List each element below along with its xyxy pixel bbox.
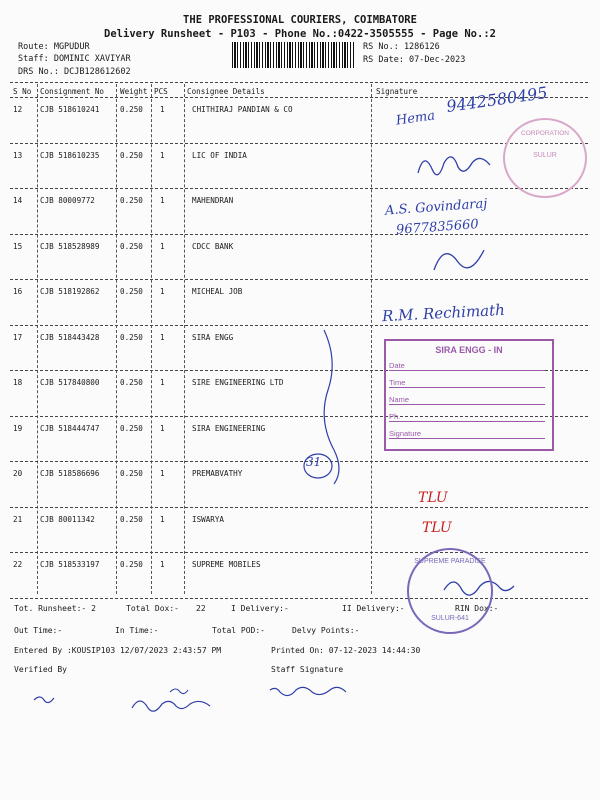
row-sno: 22 — [13, 560, 23, 569]
row-weight: 0.250 — [120, 469, 143, 478]
row-consignment-no: CJB 80009772 — [40, 196, 95, 205]
row-pcs: 1 — [160, 241, 165, 251]
row-sno: 14 — [13, 196, 23, 205]
printed-on: Printed On: 07-12-2023 14:44:30 — [271, 646, 421, 655]
row-consignee: PREMABVATHY — [192, 469, 243, 478]
row-separator — [10, 325, 588, 326]
row-weight: 0.250 — [120, 287, 143, 296]
sig14-phone: 9677835660 — [395, 217, 480, 238]
row-sno: 18 — [13, 378, 23, 387]
staff-signature-label: Staff Signature — [271, 665, 344, 674]
sig12-phone: 9442580495 — [445, 83, 549, 116]
footer-signatures — [20, 680, 360, 720]
sig13-signature — [412, 145, 502, 190]
tot-runsheet: Tot. Runsheet:- 2 — [14, 604, 96, 613]
row-separator — [10, 461, 588, 462]
sig17-circle-number: 31 — [306, 455, 322, 469]
barcode — [232, 42, 354, 68]
row-consignee: SIRE ENGINEERING LTD — [192, 378, 284, 387]
lic-stamp-text: CORPORATION — [521, 130, 569, 137]
row-sno: 20 — [13, 469, 23, 478]
row-pcs: 1 — [160, 150, 165, 160]
rs-number: RS No.: 1286126 — [363, 42, 440, 52]
col-weight: Weight — [120, 87, 148, 96]
row-pcs: 1 — [160, 560, 165, 569]
row-weight: 0.250 — [120, 332, 143, 342]
lic-stamp-city: SULUR — [533, 152, 557, 159]
row-sno: 16 — [13, 287, 23, 296]
supreme-stamp-text: SUPREME PARADISE — [414, 558, 486, 565]
row-pcs: 1 — [160, 423, 165, 433]
row-weight: 0.250 — [120, 423, 143, 433]
row-sno: 19 — [13, 423, 23, 433]
row-consignee: SUPREME MOBILES — [192, 560, 261, 569]
sira-stamp-title: SIRA ENGG - IN — [435, 345, 503, 355]
row-pcs: 1 — [160, 105, 165, 114]
lic-stamp — [503, 118, 587, 198]
row-consignment-no: CJB 80011342 — [40, 514, 95, 524]
sig20-mark: TLU — [418, 490, 448, 506]
row-separator — [10, 234, 588, 235]
sira-stamp-field: Signature — [389, 429, 545, 439]
ii-delivery: II Delivery:- — [342, 604, 405, 613]
row-weight: 0.250 — [120, 241, 143, 251]
delvy-points: Delvy Points:- — [292, 626, 360, 635]
row-pcs: 1 — [160, 287, 165, 296]
entered-by: Entered By :KOUSIP103 12/07/2023 2:43:57 PM — [14, 646, 222, 655]
route-label: Route: MGPUDUR — [18, 42, 90, 52]
row-weight: 0.250 — [120, 560, 143, 569]
row-sno: 21 — [13, 514, 23, 524]
total-dox-value: 22 — [196, 604, 206, 613]
sig21-mark: TLU — [422, 520, 452, 536]
row-weight: 0.250 — [120, 378, 143, 387]
sig12-name: Hema — [395, 108, 436, 129]
row-consignment-no: CJB 518586696 — [40, 469, 100, 478]
sig14-name: A.S. Govindaraj — [384, 196, 488, 219]
in-time: In Time:- — [115, 626, 159, 635]
out-time: Out Time:- — [14, 626, 63, 635]
sig17-scribble — [300, 320, 370, 490]
row-weight: 0.250 — [120, 514, 143, 524]
row-consignee: MAHENDRAN — [192, 196, 234, 205]
row-consignment-no: CJB 518533197 — [40, 560, 100, 569]
col-sno: S No — [13, 87, 32, 96]
sira-stamp-field: Time — [389, 378, 545, 388]
total-pod: Total POD:- — [212, 626, 265, 635]
row-separator — [10, 552, 588, 553]
rs-date: RS Date: 07-Dec-2023 — [363, 55, 466, 65]
table-top-rule — [10, 82, 588, 83]
row-consignment-no: CJB 518192862 — [40, 287, 100, 296]
row-consignee: MICHEAL JOB — [192, 287, 243, 296]
row-weight: 0.250 — [120, 150, 143, 160]
i-delivery: I Delivery:- — [231, 604, 289, 613]
row-sno: 12 — [13, 105, 23, 114]
staff-label: Staff: DOMINIC XAVIYAR — [18, 54, 131, 64]
company-title: THE PROFESSIONAL COURIERS, COIMBATORE — [183, 14, 417, 26]
row-pcs: 1 — [160, 514, 165, 524]
rin-dox: RIN Dox:- — [455, 604, 499, 613]
sira-engg-stamp — [384, 339, 554, 451]
row-consignment-no: CJB 518443428 — [40, 332, 100, 342]
row-separator — [10, 279, 588, 280]
row-sno: 17 — [13, 332, 23, 342]
sira-stamp-field: Ph. — [389, 412, 545, 422]
row-pcs: 1 — [160, 332, 165, 342]
sira-stamp-field: Date — [389, 361, 545, 371]
row-consignment-no: CJB 517840800 — [40, 378, 100, 387]
row-sno: 13 — [13, 150, 23, 160]
row-consignment-no: CJB 518610241 — [40, 105, 100, 114]
col-consignment: Consignment No — [40, 87, 105, 96]
row-pcs: 1 — [160, 196, 165, 205]
sig15-signature — [430, 240, 490, 280]
total-dox-label: Total Dox:- — [126, 604, 179, 613]
sira-stamp-field: Name — [389, 395, 545, 405]
row-consignment-no: CJB 518528989 — [40, 241, 100, 251]
row-consignee: ISWARYA — [192, 514, 225, 524]
row-pcs: 1 — [160, 378, 165, 387]
row-consignee: CDCC BANK — [192, 241, 234, 251]
row-consignee: SIRA ENGINEERING — [192, 423, 266, 433]
row-consignee: LIC OF INDIA — [192, 150, 247, 160]
supreme-stamp-city: SULUR-641 — [431, 615, 469, 622]
row-consignee: SIRA ENGG — [192, 332, 234, 342]
row-weight: 0.250 — [120, 196, 143, 205]
col-signature: Signature — [376, 87, 418, 96]
row-separator — [10, 143, 588, 144]
drs-label: DRS No.: DCJB128612602 — [18, 67, 131, 77]
runsheet-subtitle: Delivery Runsheet - P103 - Phone No.:0422-3505555 - Page No.:2 — [104, 28, 496, 40]
verified-by-label: Verified By — [14, 665, 67, 674]
row-sno: 15 — [13, 241, 23, 251]
supreme-paradise-stamp — [407, 548, 493, 634]
row-consignment-no: CJB 518444747 — [40, 423, 100, 433]
row-consignment-no: CJB 518610235 — [40, 150, 100, 160]
sig16-name: R.M. Rechimath — [381, 300, 506, 326]
row-separator — [10, 507, 588, 508]
row-pcs: 1 — [160, 469, 165, 478]
row-consignee: CHITHIRAJ PANDIAN & CO — [192, 105, 293, 114]
col-pcs: PCS — [154, 87, 168, 96]
col-consignee: Consignee Details — [187, 87, 265, 96]
row-weight: 0.250 — [120, 105, 143, 114]
